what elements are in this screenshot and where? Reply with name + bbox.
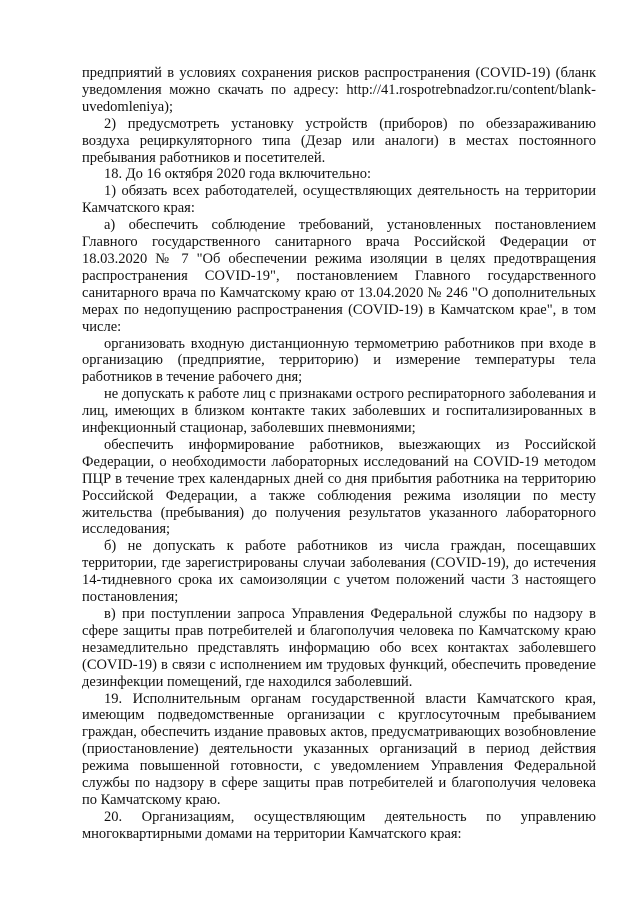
paragraph-thermometry: организовать входную дистанционную термометрию работников при входе в организацию (предприятие, территорию) и измерение температуры тела работников в течение рабочего дня; [82, 335, 596, 386]
paragraph-item-17-2: 2) предусмотреть установку устройств (приборов) по обеззараживанию воздуха рециркуляторного типа (Дезар или аналоги) в местах постоянного пребывания работников и посетителей. [82, 115, 596, 166]
paragraph-item-18: 18. До 16 октября 2020 года включительно: [104, 166, 372, 183]
paragraph-inform-workers: обеспечить информирование работников, выезжающих из Российской Федерации, о необходимости лабораторных исследований на COVID-19 методом ПЦР в течение трех календарных дней со дня прибытия работника на территорию Российской Федерации, а также соблюдения режима изоляции по месту жительства (пребывания) до получения результатов указанного лабораторного исследования; [82, 436, 596, 538]
paragraph-item-18-1-b: б) не допускать к работе работников из числа граждан, посещавших территории, где зарегистрированы случаи заболевания (COVID-19), до истечения 14-тидневного срока их самоизоляции с учетом положений части 3 настоящего постановления; [82, 538, 596, 606]
paragraph-item-19: 19. Исполнительным органам государственной власти Камчатского края, имеющим подведомственные организации с круглосуточным пребыванием граждан, обеспечить издание правовых актов, предусматривающих возобновление (приостановление) деятельности указанных организаций в период действия режима повышенной готовности, с уведомлением Управления Федеральной службы по надзору в сфере защиты прав потребителей и благополучия человека по Камчатскому краю. [82, 690, 596, 808]
paragraph-item-18-1-v: в) при поступлении запроса Управления Федеральной службы по надзору в сфере защиты прав потребителей и благополучия человека по Камчатскому краю незамедлительно представлять информацию обо всех контактах заболевшего (COVID-19) в связи с исполнением им трудовых функций, обеспечить проведение дезинфекции помещений, где находился заболевший. [82, 606, 596, 690]
document-page [82, 65, 596, 843]
paragraph-item-18-1-a: а) обеспечить соблюдение требований, установленных постановлением Главного государственного санитарного врача Российской Федерации от 18.03.2020 № 7 "Об обеспечении режима изоляции в целях предотвращения распространения COVID-19", постановлением Главного государственного санитарного врача по Камчатскому краю от 13.04.2020 № 246 "О дополнительных мерах по недопущению распространения (COVID-19) в Камчатском крае", в том числе: [82, 217, 596, 335]
paragraph-continuation: предприятий в условиях сохранения рисков распространения (COVID-19) (бланк уведомления можно скачать по адресу: http://41.rospotrebnadzor.ru/content/blank-uvedomleniya); [82, 65, 596, 115]
paragraph-item-20: 20. Организациям, осуществляющим деятельность по управлению многоквартирными домами на территории Камчатского края: [82, 808, 596, 842]
paragraph-no-sick-workers: не допускать к работе лиц с признаками острого респираторного заболевания и лиц, имеющих в близком контакте таких заболевших и госпитализированных в инфекционный стационар, заболевших пневмониями; [82, 386, 596, 437]
paragraph-item-18-1: 1) обязать всех работодателей, осуществляющих деятельность на территории Камчатского края: [82, 183, 596, 217]
